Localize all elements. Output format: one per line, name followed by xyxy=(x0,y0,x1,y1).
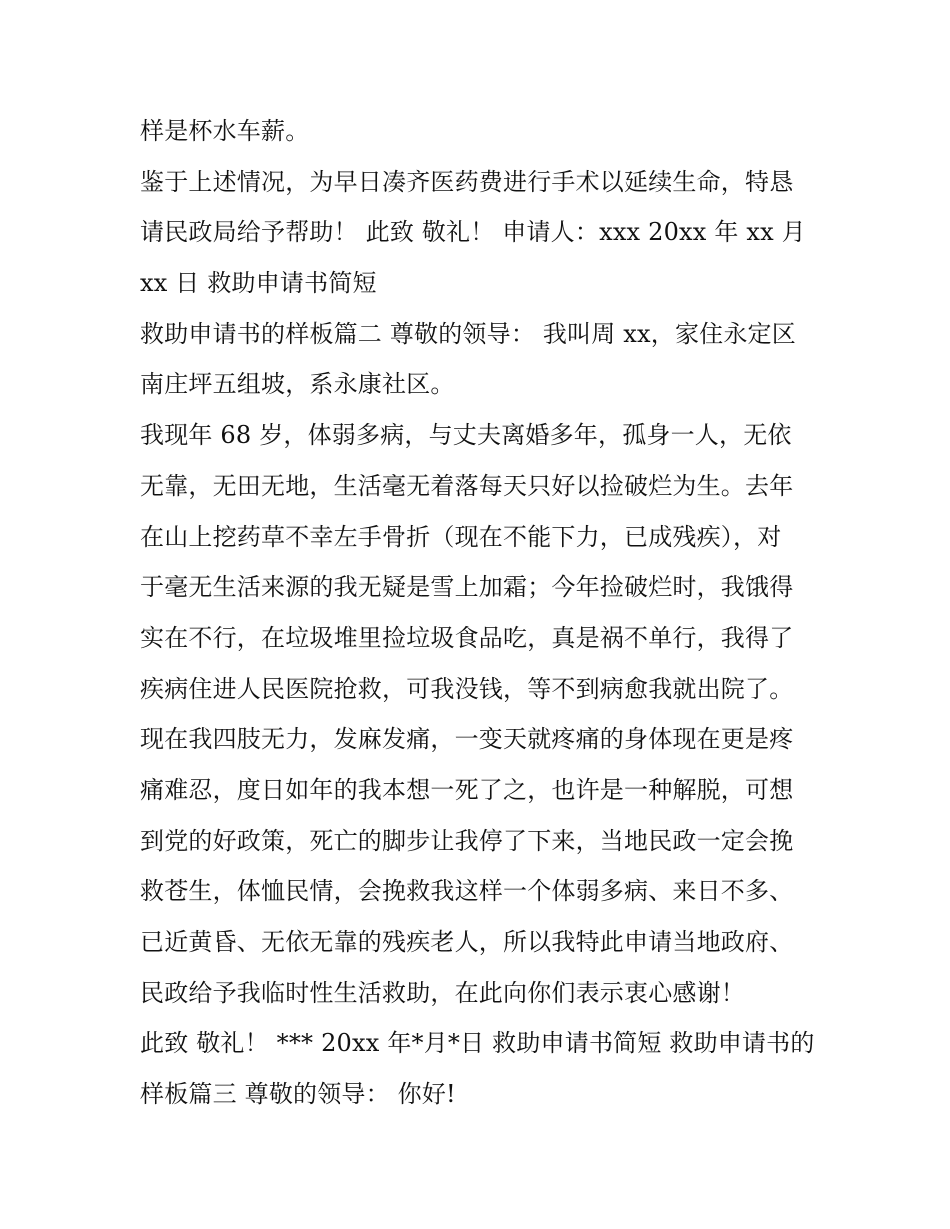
text-line: 现在我四肢无力，发麻发痛，一变天就疼痛的身体现在更是疼 xyxy=(140,725,794,754)
text-line: 此致 敬礼！ *** 20xx 年*月*日 救助申请书简短 救助申请书的 xyxy=(140,1029,815,1058)
text-line: 救苍生，体恤民情，会挽救我这样一个体弱多病、来日不多、 xyxy=(140,877,794,906)
text-line: 在山上挖药草不幸左手骨折（现在不能下力，已成残疾），对 xyxy=(140,522,782,551)
text-line: 样板篇三 尊敬的领导： 你好! xyxy=(140,1080,456,1109)
text-line: 已近黄昏、无依无靠的残疾老人，所以我特此申请当地政府、 xyxy=(140,928,794,956)
text-line: 样是杯水车薪。 xyxy=(140,117,310,145)
text-line: 南庄坪五组坡，系永康社区。 xyxy=(140,370,455,399)
text-line: 于毫无生活来源的我无疑是雪上加霜；今年捡破烂时，我饿得 xyxy=(140,573,794,602)
text-line: 疾病住进人民医院抢救，可我没钱，等不到病愈我就出院了。 xyxy=(140,674,794,703)
text-line: 实在不行，在垃圾堆里捡垃圾食品吃，真是祸不单行，我得了 xyxy=(140,623,794,652)
text-line: 我现年 68 岁，体弱多病，与丈夫离婚多年，孤身一人，无依 xyxy=(140,421,792,450)
text-line: 痛难忍，度日如年的我本想一死了之，也许是一种解脱，可想 xyxy=(140,775,794,804)
text-line: xx 日 救助申请书简短 xyxy=(140,269,377,298)
text-line: 鉴于上述情况，为早日凑齐医药费进行手术以延续生命，特恳 xyxy=(140,167,794,196)
text-line: 到党的好政策，死亡的脚步让我停了下来，当地民政一定会挽 xyxy=(140,826,794,855)
text-line: 民政给予我临时性生活救助，在此向你们表示衷心感谢！ xyxy=(140,978,745,1007)
document-body xyxy=(140,106,820,1120)
text-line: 无靠，无田无地，生活毫无着落每天只好以捡破烂为生。去年 xyxy=(140,471,794,500)
text-line: 救助申请书的样板篇二 尊敬的领导： 我叫周 xx，家住永定区 xyxy=(140,319,796,348)
text-line: 请民政局给予帮助！ 此致 敬礼！ 申请人：xxx 20xx 年 xx 月 xyxy=(140,218,806,247)
